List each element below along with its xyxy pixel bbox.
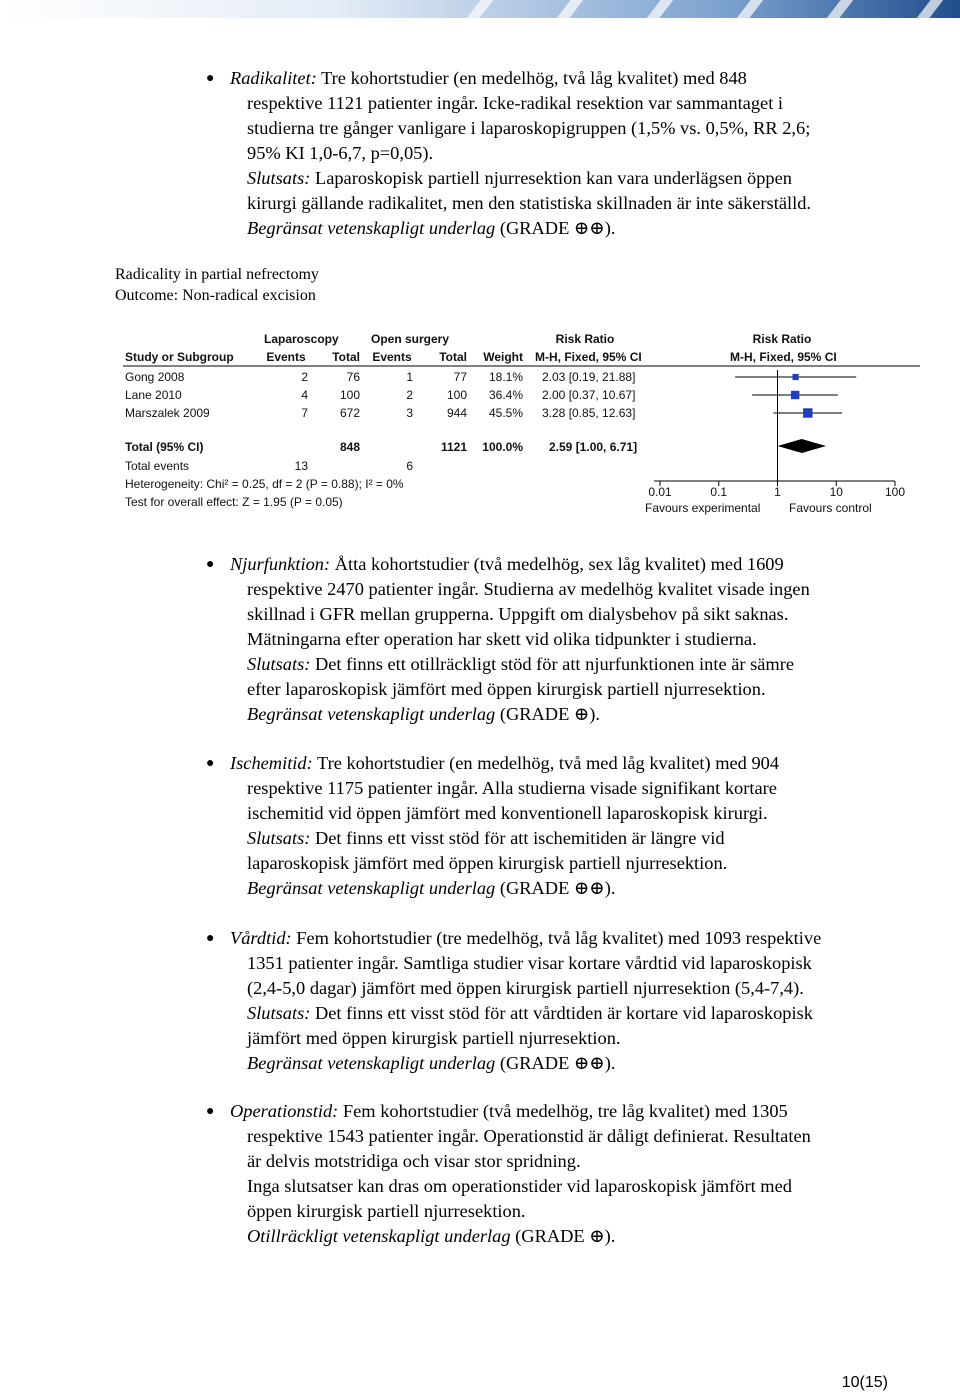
page-number: 10(15) [841,1374,888,1391]
total-open: 77 [453,370,467,384]
effect-marker [791,391,799,399]
bullet-text: Njurfunktion: Åtta kohortstudier (två medelhög, sex låg kvalitet) med 1609 respektive 2470 patienter ingår. Studierna av medelhög kvalitet visade ingen skillnad i GFR mellan grupperna. Uppgift om dialysbehov på sikt saknas. Mätningarna efter operation har skett vid olika tidpunkter i studierna. Slutsats: Det finns ett otillräckligt stöd för att njurfunktionen inte är sämre efter laparoskopisk jämfört med öppen kirurgisk partiell njurresektion. Begränsat vetenskapligt underlag (GRADE ⊕). [230,554,810,724]
lead-term: Vårdtid: [230,928,292,948]
lead-term: Njurfunktion: [230,554,331,574]
evidence-grade: Begränsat vetenskapligt underlag [247,878,496,898]
events-lap: 4 [301,388,308,402]
tick-label: 0.1 [710,485,728,499]
pooled-diamond [778,439,827,453]
lead-term: Ischemitid: [230,753,313,773]
header-risk-ratio-plot: Risk Ratio [752,332,812,346]
bullet-ischemitid [200,751,920,903]
events-open: 1 [406,370,413,384]
total-weight: 100.0% [482,440,523,454]
study-name: Lane 2010 [125,388,182,402]
bullet-text: Operationstid: Fem kohortstudier (två medelhög, tre låg kvalitet) med 1305 respektive 1543 patienter ingår. Operationstid är dåligt definierat. Resultaten är delvis motstridiga och visar stor spridning. Inga slutsatser kan dras om operationstider vid laparoskopisk jämfört med öppen kirurgisk partiell njurresektion. Otillräckligt vetenskapligt underlag (GRADE ⊕). [230,1101,811,1246]
heterogeneity-text: Heterogeneity: Chi² = 0.25, df = 2 (P = 0.88); I² = 0% [125,477,404,491]
col-events-lap: Events [266,350,306,364]
ci-text: 2.00 [0.37, 10.67] [542,388,636,402]
events-label: Total events [125,459,190,473]
bullet-text: Vårdtid: Fem kohortstudier (tre medelhög, två låg kvalitet) med 1093 respektive 1351 patienter ingår. Samtliga studier visar kortare vårdtid vid laparoskopisk (2,4-5,0 dagar) jämfört med öppen kirurgisk partiell njurresektion (5,4-7,4). Slutsats: Det finns ett visst stöd för att vårdtiden är kortare vid laparoskopisk jämfört med öppen kirurgisk partiell njurresektion. Begränsat vetenskapligt underlag (GRADE ⊕⊕). [230,928,822,1073]
total-lap: 672 [339,406,360,420]
weight: 36.4% [488,388,523,402]
col-total-open: Total [439,350,467,364]
bullet-vardtid [200,926,920,1078]
lead-term: Radikalitet: [230,68,317,88]
header-bar [0,0,960,18]
tick-label: 10 [829,485,843,499]
col-events-open: Events [372,350,412,364]
total-open: 1121 [440,440,467,454]
overall-effect-text: Test for overall effect: Z = 1.95 (P = 0.05) [125,495,343,509]
lead-term: Operationstid: [230,1101,339,1121]
evidence-grade: Begränsat vetenskapligt underlag [247,1053,496,1073]
evidence-grade: Otillräckligt vetenskapligt underlag [247,1226,511,1246]
evidence-grade: Begränsat vetenskapligt underlag [247,704,496,724]
tick-label: 0.01 [648,485,672,499]
conclusion-label: Slutsats: [247,828,311,848]
study-row [125,370,635,384]
col-weight: Weight [483,350,523,364]
bullet-njurfunktion [200,552,920,728]
events-open: 3 [406,406,413,420]
total-ci: 2.59 [1.00, 6.71] [549,440,638,454]
weight: 18.1% [488,370,523,384]
total-label: Total (95% CI) [125,440,204,454]
header-laparoscopy: Laparoscopy [264,332,339,346]
total-lap: 76 [346,370,360,384]
bullet-dot: ● [206,557,215,572]
study-row [125,388,635,402]
effect-marker [792,374,798,380]
events-open: 2 [406,388,413,402]
total-lap: 848 [339,440,360,454]
col-study: Study or Subgroup [125,350,234,364]
figure-caption-outcome: Outcome: Non-radical excision [115,287,316,304]
col-ci-values: M-H, Fixed, 95% CI [535,350,642,364]
conclusion-label: Slutsats: [247,168,311,188]
ci-text: 3.28 [0.85, 12.63] [542,406,636,420]
favours-right: Favours control [789,501,872,515]
evidence-grade: Begränsat vetenskapligt underlag [247,218,496,238]
study-row [125,406,635,420]
col-total-lap: Total [332,350,360,364]
conclusion-label: Slutsats: [247,1003,311,1023]
events-lap: 2 [301,370,308,384]
tick-label: 1 [774,485,781,499]
effect-marker [803,408,812,417]
bullet-dot: ● [206,931,215,946]
header-open-surgery: Open surgery [371,332,450,346]
forest-plot [115,326,920,522]
study-name: Marszalek 2009 [125,406,210,420]
events-lap-total: 13 [294,459,308,473]
total-open: 944 [446,406,467,420]
ci-text: 2.03 [0.19, 21.88] [542,370,636,384]
tick-label: 100 [884,485,906,499]
bullet-dot: ● [206,71,215,86]
total-row [125,440,637,454]
bullet-dot: ● [206,756,215,771]
total-open: 100 [446,388,467,402]
bullet-dot: ● [206,1104,215,1119]
bullet-text: Radikalitet: Tre kohortstudier (en medelhög, två låg kvalitet) med 848 respektive 1121 patienter ingår. Icke-radikal resektion var sammantaget i studierna tre gånger vanligare i laparoskopigruppen (1,5% vs. 0,5%, RR 2,6; 95% KI 1,0-6,7, p=0,05). Slutsats: Laparoskopisk partiell njurresektion kan vara underlägsen öppen kirurgi gällande radikalitet, men den statistiska skillnaden är inte säkerställd. Begränsat vetenskapligt underlag (GRADE ⊕⊕). [230,68,811,238]
events-row [125,459,413,473]
weight: 45.5% [488,406,523,420]
header-risk-ratio-values: Risk Ratio [555,332,615,346]
conclusion-label: Slutsats: [247,654,311,674]
events-lap: 7 [301,406,308,420]
col-ci-plot: M-H, Fixed, 95% CI [730,350,837,364]
bullet-radikalitet [200,66,920,242]
events-open-total: 6 [406,459,413,473]
study-name: Gong 2008 [125,370,185,384]
favours-left: Favours experimental [645,501,761,515]
total-lap: 100 [339,388,360,402]
figure-caption-title: Radicality in partial nefrectomy [115,266,319,283]
bullet-text: Ischemitid: Tre kohortstudier (en medelhög, två med låg kvalitet) med 904 respektive 1175 patienter ingår. Alla studierna visade signifikant kortare ischemitid vid öppen jämfört med konventionell laparoskopisk kirurgi. Slutsats: Det finns ett visst stöd för att ischemitiden är längre vid laparoskopisk jämfört med öppen kirurgisk partiell njurresektion. Begränsat vetenskapligt underlag (GRADE ⊕⊕). [230,753,780,898]
bullet-operationstid [200,1099,920,1251]
